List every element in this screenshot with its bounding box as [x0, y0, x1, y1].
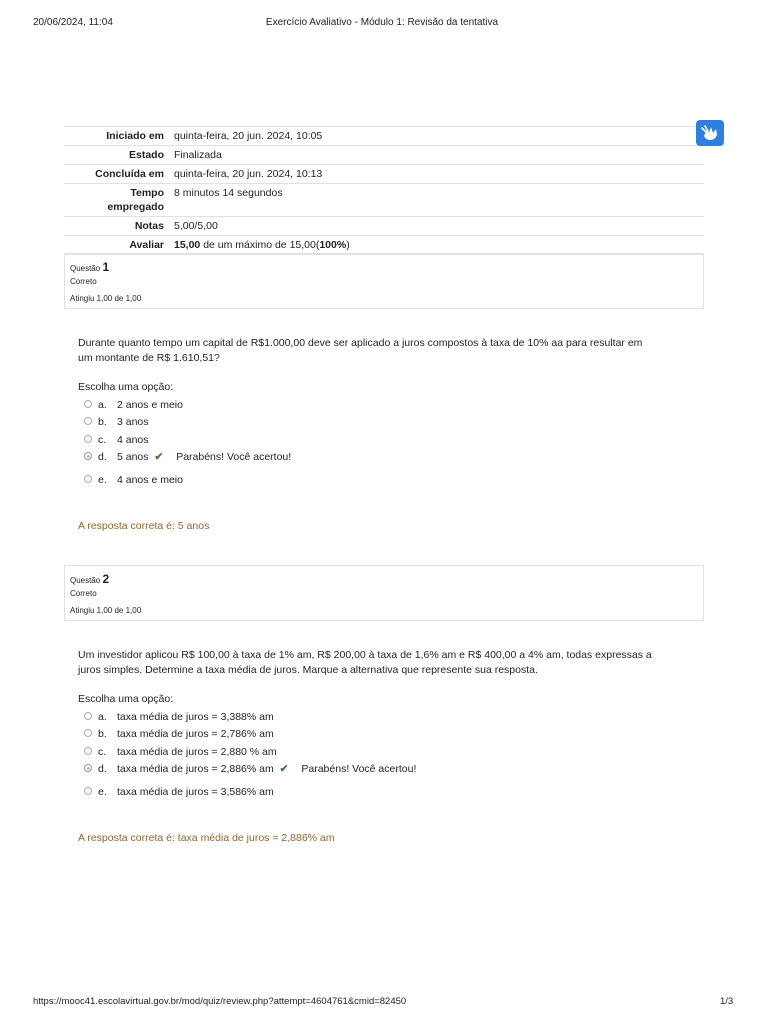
summary-row	[64, 184, 704, 217]
summary-value: 5,00/5,00	[170, 217, 704, 236]
attempt-summary-table	[64, 126, 704, 255]
answer-option-e[interactable]: e. 4 anos e meio	[84, 472, 183, 488]
summary-label: Estado	[64, 146, 170, 165]
radio-button[interactable]	[84, 747, 92, 755]
question-number: Questão 1	[70, 260, 110, 274]
choose-option-prompt: Escolha uma opção:	[78, 693, 174, 705]
question-number: Questão 2	[70, 572, 110, 586]
hand-sign-language-icon	[696, 120, 724, 146]
right-answer: A resposta correta é: taxa média de juros = 2,886% am	[78, 832, 335, 844]
answer-feedback: Parabéns! Você acertou!	[301, 763, 417, 775]
question-grade: Atingiu 1,00 de 1,00	[70, 606, 142, 615]
question-text: Durante quanto tempo um capital de R$1.000,00 deve ser aplicado a juros compostos à taxa de 10% aa para resultar em um montante de R$ 1.610,51?	[78, 337, 643, 364]
accessibility-button[interactable]	[696, 120, 724, 146]
answer-option-b[interactable]: b. taxa média de juros = 2,786% am	[84, 726, 274, 742]
summary-row	[64, 127, 704, 146]
answer-option-d[interactable]: d. 5 anos ✔ Parabéns! Você acertou!	[84, 449, 291, 465]
summary-row	[64, 236, 704, 255]
summary-value: quinta-feira, 20 jun. 2024, 10:13	[170, 165, 704, 184]
summary-value: Finalizada	[170, 146, 704, 165]
summary-row	[64, 165, 704, 184]
answer-option-c[interactable]: c. 4 anos	[84, 432, 149, 448]
summary-row	[64, 217, 704, 236]
correct-check-icon: ✔	[279, 763, 289, 775]
radio-button[interactable]	[84, 435, 92, 443]
summary-label: Concluída em	[64, 165, 170, 184]
print-datetime: 20/06/2024, 11:04	[33, 17, 113, 28]
page-url: https://mooc41.escolavirtual.gov.br/mod/quiz/review.php?attempt=4604761&cmid=82450	[33, 996, 407, 1007]
answer-option-b[interactable]: b. 3 anos	[84, 414, 149, 430]
summary-label: Iniciado em	[64, 127, 170, 146]
answer-option-a[interactable]: a. taxa média de juros = 3,388% am	[84, 709, 274, 725]
summary-value: quinta-feira, 20 jun. 2024, 10:05	[170, 127, 704, 146]
answer-option-e[interactable]: e. taxa média de juros = 3,586% am	[84, 784, 274, 800]
radio-button[interactable]	[84, 729, 92, 737]
radio-button[interactable]	[84, 400, 92, 408]
choose-option-prompt: Escolha uma opção:	[78, 381, 174, 393]
question-state: Correto	[70, 277, 97, 286]
question-info-2	[64, 565, 704, 621]
question-state: Correto	[70, 589, 97, 598]
radio-button-selected[interactable]	[84, 452, 92, 460]
question-grade: Atingiu 1,00 de 1,00	[70, 294, 142, 303]
summary-value: 15,00 de um máximo de 15,00(100%)	[170, 236, 704, 255]
summary-value: 8 minutos 14 segundos	[170, 184, 704, 217]
answer-feedback: Parabéns! Você acertou!	[176, 451, 292, 463]
page-title: Exercício Avaliativo - Módulo 1: Revisão da tentativa	[265, 17, 499, 28]
radio-button[interactable]	[84, 475, 92, 483]
page-number: 1/3	[720, 996, 734, 1007]
answer-option-d[interactable]: d. taxa média de juros = 2,886% am ✔ Parabéns! Você acertou!	[84, 761, 416, 777]
answer-option-a[interactable]: a. 2 anos e meio	[84, 397, 183, 413]
summary-label: Avaliar	[64, 236, 170, 255]
question-text: Um investidor aplicou R$ 100,00 à taxa de 1% am, R$ 200,00 à taxa de 1,6% am e R$ 400,00 a 4% am, todas expressas a juros simples. Determine a taxa média de juros. Marque a alternativa que represente sua resposta.	[78, 649, 652, 676]
radio-button[interactable]	[84, 712, 92, 720]
summary-label: Tempo empregado	[64, 184, 170, 217]
radio-button[interactable]	[84, 787, 92, 795]
radio-button-selected[interactable]	[84, 764, 92, 772]
correct-check-icon: ✔	[154, 451, 164, 463]
summary-row	[64, 146, 704, 165]
radio-button[interactable]	[84, 417, 92, 425]
question-info-1	[64, 253, 704, 309]
summary-label: Notas	[64, 217, 170, 236]
answer-option-c[interactable]: c. taxa média de juros = 2,880 % am	[84, 744, 277, 760]
right-answer: A resposta correta é: 5 anos	[78, 520, 210, 532]
